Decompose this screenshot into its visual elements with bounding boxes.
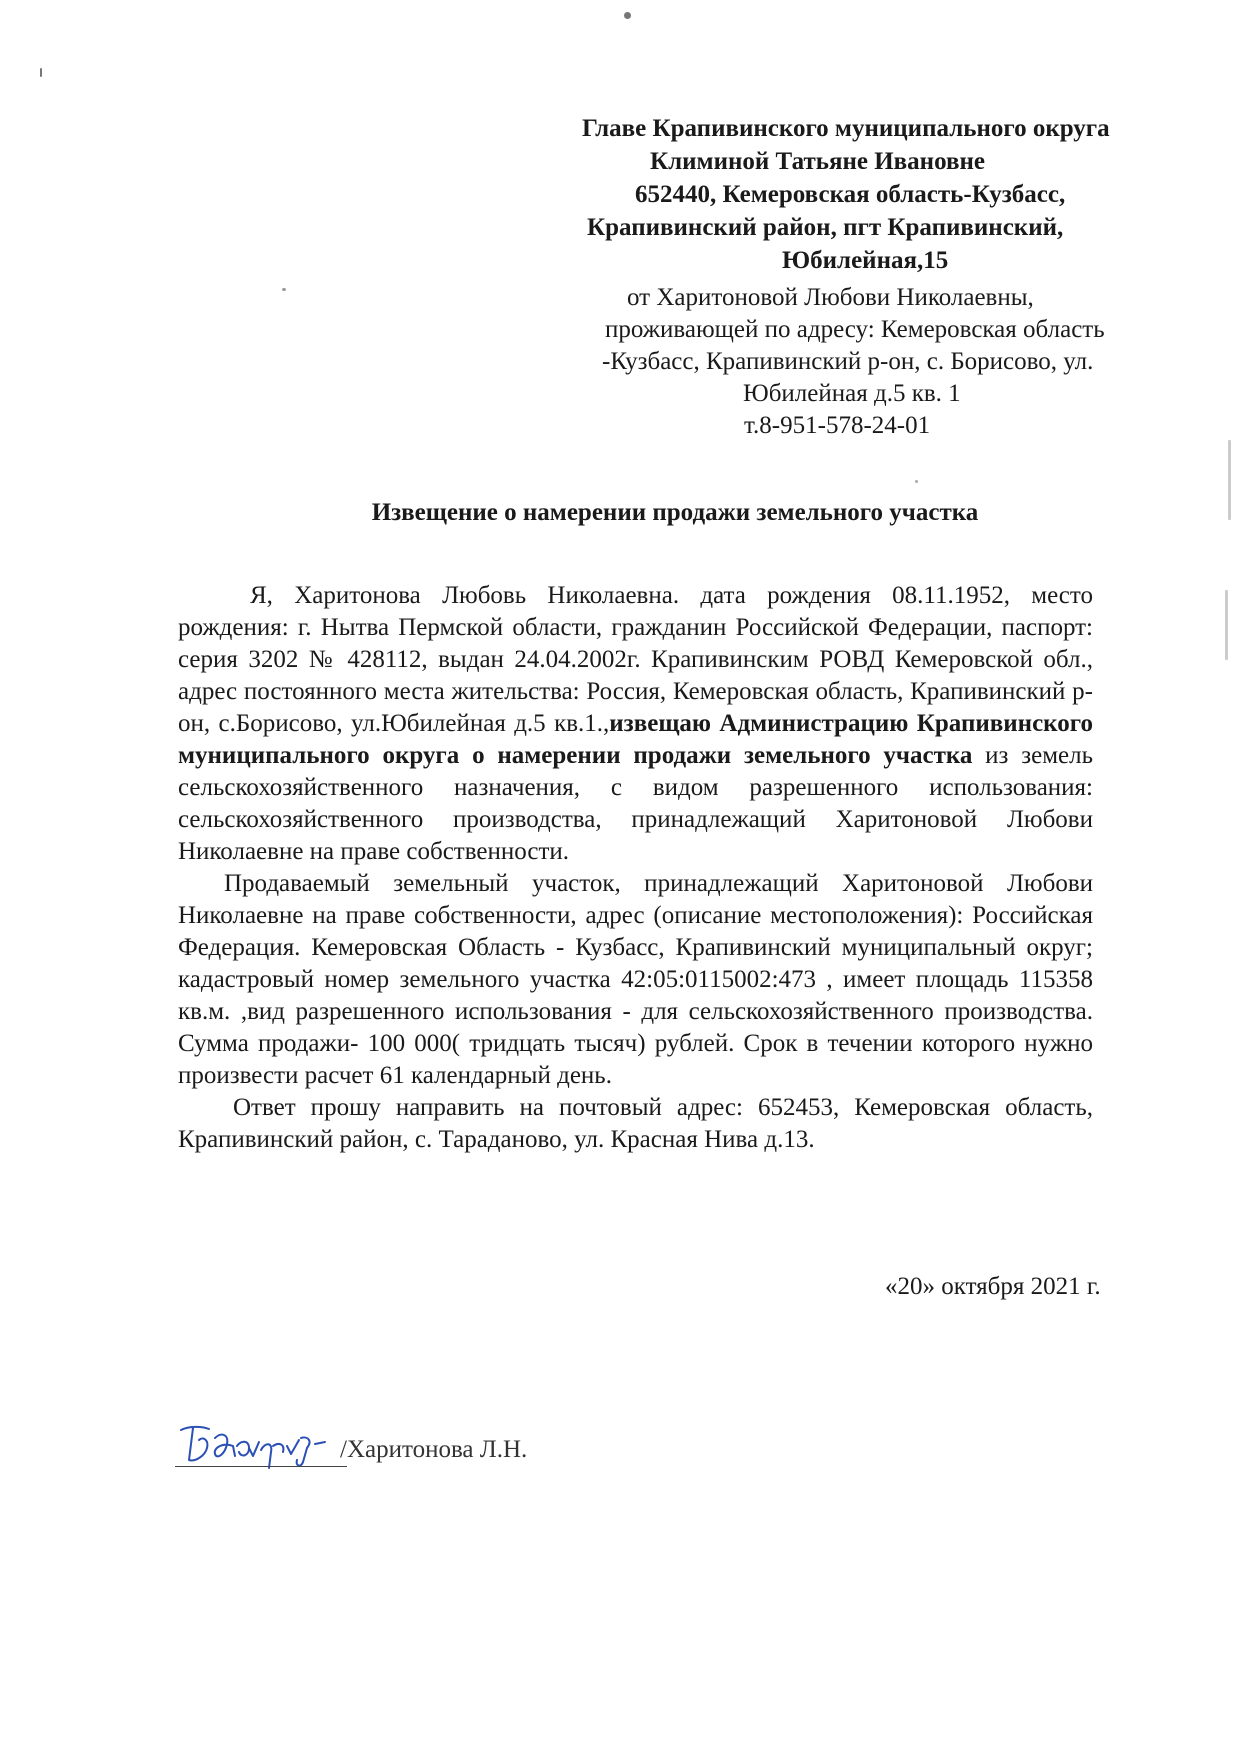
recipient-line: Главе Крапивинского муниципального округа [582,115,1110,142]
sender-line: проживающей по адресу: Кемеровская область [605,316,1105,343]
scan-speck [40,68,42,77]
recipient-line: Юбилейная,15 [782,247,949,274]
paragraph-bold-text: извещаю Администрацию Крапивинского муниципального округа о намерении продажи земельного участка [178,710,1093,769]
scan-speck [624,12,631,19]
recipient-line: Климиной Татьяне Ивановне [650,148,985,175]
paragraph-text: из земель сельскохозяйственного назначения, с видом разрешенного использования: сельскохозяйственного производства, принадлежащий Харитоновой Любови Николаевне на праве собственности. [178,742,1093,865]
scan-speck [282,288,286,291]
recipient-block [560,112,1120,277]
sender-line: -Кузбасс, Крапивинский р-он, с. Борисово, ул. [602,348,1094,375]
paragraph-text: Я, Харитонова Любовь Николаевна. дата рождения 08.11.1952, место рождения: г. Нытва Пермской области, гражданин Российской Федерации, паспорт: серия 3202 № 428112, выдан 24.04.2002г. Крапивинским РОВД Кемеровской обл., адрес постоянного места жительства: Россия, Кемеровская область, Крапивинский р-он, с.Борисово, ул.Юбилейная д.5 кв.1., [178,582,1093,737]
paragraph-plot-details: Продаваемый земельный участок, принадлежащий Харитоновой Любови Николаевне на праве собственности, адрес (описание местоположения): Российская Федерация. Кемеровская Область - Кузбасс, Крапивинский муниципальный округ; кадастровый номер земельного участка 42:05:0115002:473 , имеет площадь 115358 кв.м. ,вид разрешенного использования - для сельскохозяйственного производства. Сумма продажи- 100 000( тридцать тысяч) рублей. Срок в течении которого нужно произвести расчет 61 календарный день. [178,870,1093,1089]
sender-line: от Харитоновой Любови Николаевны, [627,284,1034,311]
document-title-text: Извещение о намерении продажи земельного участка [371,499,979,526]
recipient-line: Крапивинский район, пгт Крапивинский, [587,214,1064,241]
paragraph-reply-address: Ответ прошу направить на почтовый адрес: 652453, Кемеровская область, Крапивинский район, с. Тараданово, ул. Красная Нива д.13. [178,1094,1093,1153]
scan-speck [1228,440,1231,520]
signer-name: /Харитонова Л.Н. [340,1436,528,1463]
sender-block [600,282,1120,442]
signature-underline [175,1466,347,1467]
scan-speck [915,480,918,483]
recipient-line: 652440, Кемеровская область-Кузбасс, [635,181,1066,208]
paragraph-notice [178,580,1093,868]
sender-line: Юбилейная д.5 кв. 1 [743,380,961,407]
signature-row [175,1428,775,1478]
scan-speck [1225,590,1228,660]
sender-line: т.8-951-578-24-01 [744,412,931,439]
document-title [0,499,1240,527]
handwritten-signature [175,1416,345,1476]
document-date: «20» октября 2021 г. [885,1273,1101,1300]
document-body [178,580,1093,1156]
